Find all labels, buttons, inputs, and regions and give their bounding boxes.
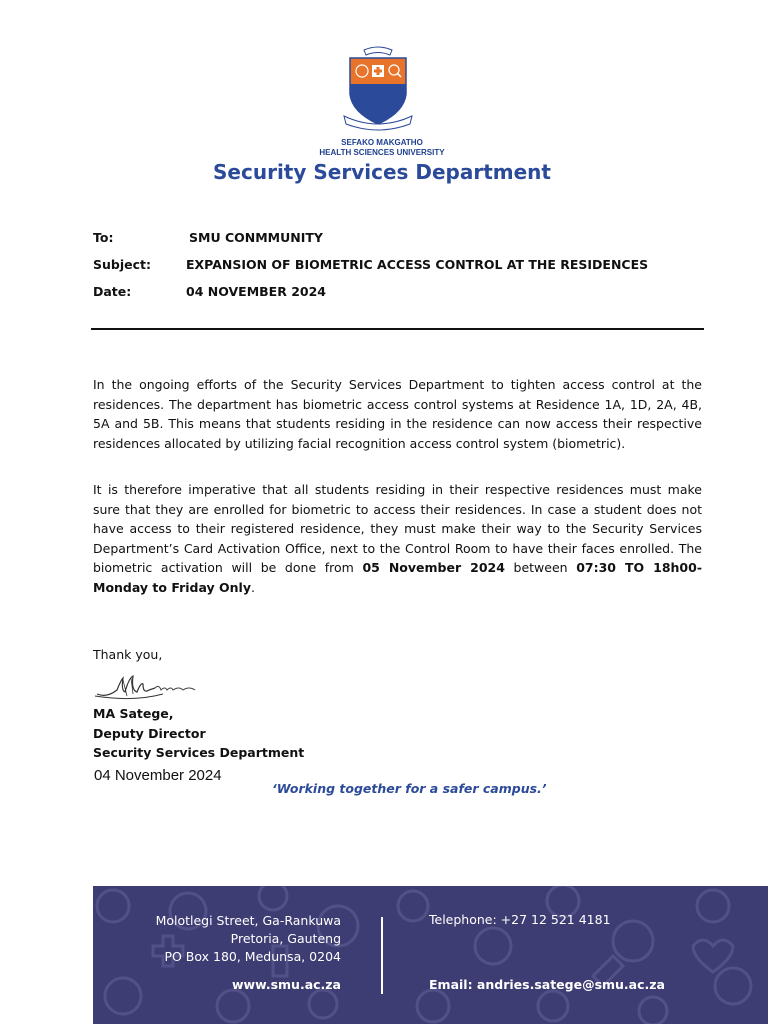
footer-divider: [381, 917, 383, 994]
memo-subject-label: Subject:: [93, 257, 151, 272]
footer: [93, 886, 768, 1024]
page-title: Security Services Department: [213, 160, 551, 184]
header-divider: [91, 328, 704, 330]
university-name: [300, 138, 464, 158]
memo-subject-row: [93, 257, 713, 275]
university-name-line2: HEALTH SCIENCES UNIVERSITY: [319, 148, 445, 157]
body-paragraph-1: In the ongoing efforts of the Security Services Department to tighten access control at the residences. The department has biometric access control systems at Residence 1A, 1D, 2A, 4B, 5A and 5B. This means that students residing in the residence can now access their respective residences allocated by utilizing facial recognition access control system (biometric).: [93, 377, 702, 451]
footer-telephone: Telephone: +27 12 521 4181: [429, 912, 611, 927]
university-name-line1: SEFAKO MAKGATHO: [341, 138, 423, 147]
university-crest-icon: [338, 44, 418, 134]
closing-thanks: Thank you,: [93, 647, 163, 662]
paragraph2-between: between: [504, 560, 577, 576]
motto: ‘Working together for a safer campus.’: [272, 781, 547, 796]
signatory-name: MA Satege,: [93, 706, 174, 721]
body-paragraph-2: [93, 480, 702, 598]
memo-subject-value: EXPANSION OF BIOMETRIC ACCESS CONTROL AT THE RESIDENCES: [186, 257, 649, 272]
signatory-department: Security Services Department: [93, 745, 305, 760]
footer-website-link[interactable]: www.smu.ac.za: [231, 977, 341, 992]
memo-to-label: To:: [93, 230, 114, 245]
footer-address-line2: Pretoria, Gauteng: [230, 931, 341, 946]
paragraph2-text: It is therefore imperative that all students residing in their respective residences must make sure that they are enrolled for biometric to access their residences. In case a student does not have access to their registered residence, they must make their way to the Security Services Department’s Card Activation Office, next to the Control Room to have their faces enrolled. The biometric activation will be done from: [93, 482, 702, 576]
signature-image: [93, 668, 201, 704]
activation-hours: 07:30 TO 18h00- Monday to Friday Only: [93, 560, 703, 595]
paragraph2-end: .: [250, 579, 255, 595]
footer-address-line1: Molotlegi Street, Ga-Rankuwa: [155, 913, 341, 928]
signatory-title: Deputy Director: [93, 726, 206, 741]
activation-date: 05 November 2024: [362, 560, 505, 576]
memo-to-value: SMU CONMMUNITY: [189, 230, 323, 245]
memo-date-label: Date:: [93, 284, 132, 299]
memo-to-row: [93, 230, 713, 248]
footer-address-line3: PO Box 180, Medunsa, 0204: [164, 949, 341, 964]
footer-email-link[interactable]: Email: andries.satege@smu.ac.za: [429, 977, 665, 992]
memo-date-row: [93, 284, 713, 302]
memo-date-value: 04 NOVEMBER 2024: [186, 284, 326, 299]
signature-date: 04 November 2024: [94, 767, 222, 784]
